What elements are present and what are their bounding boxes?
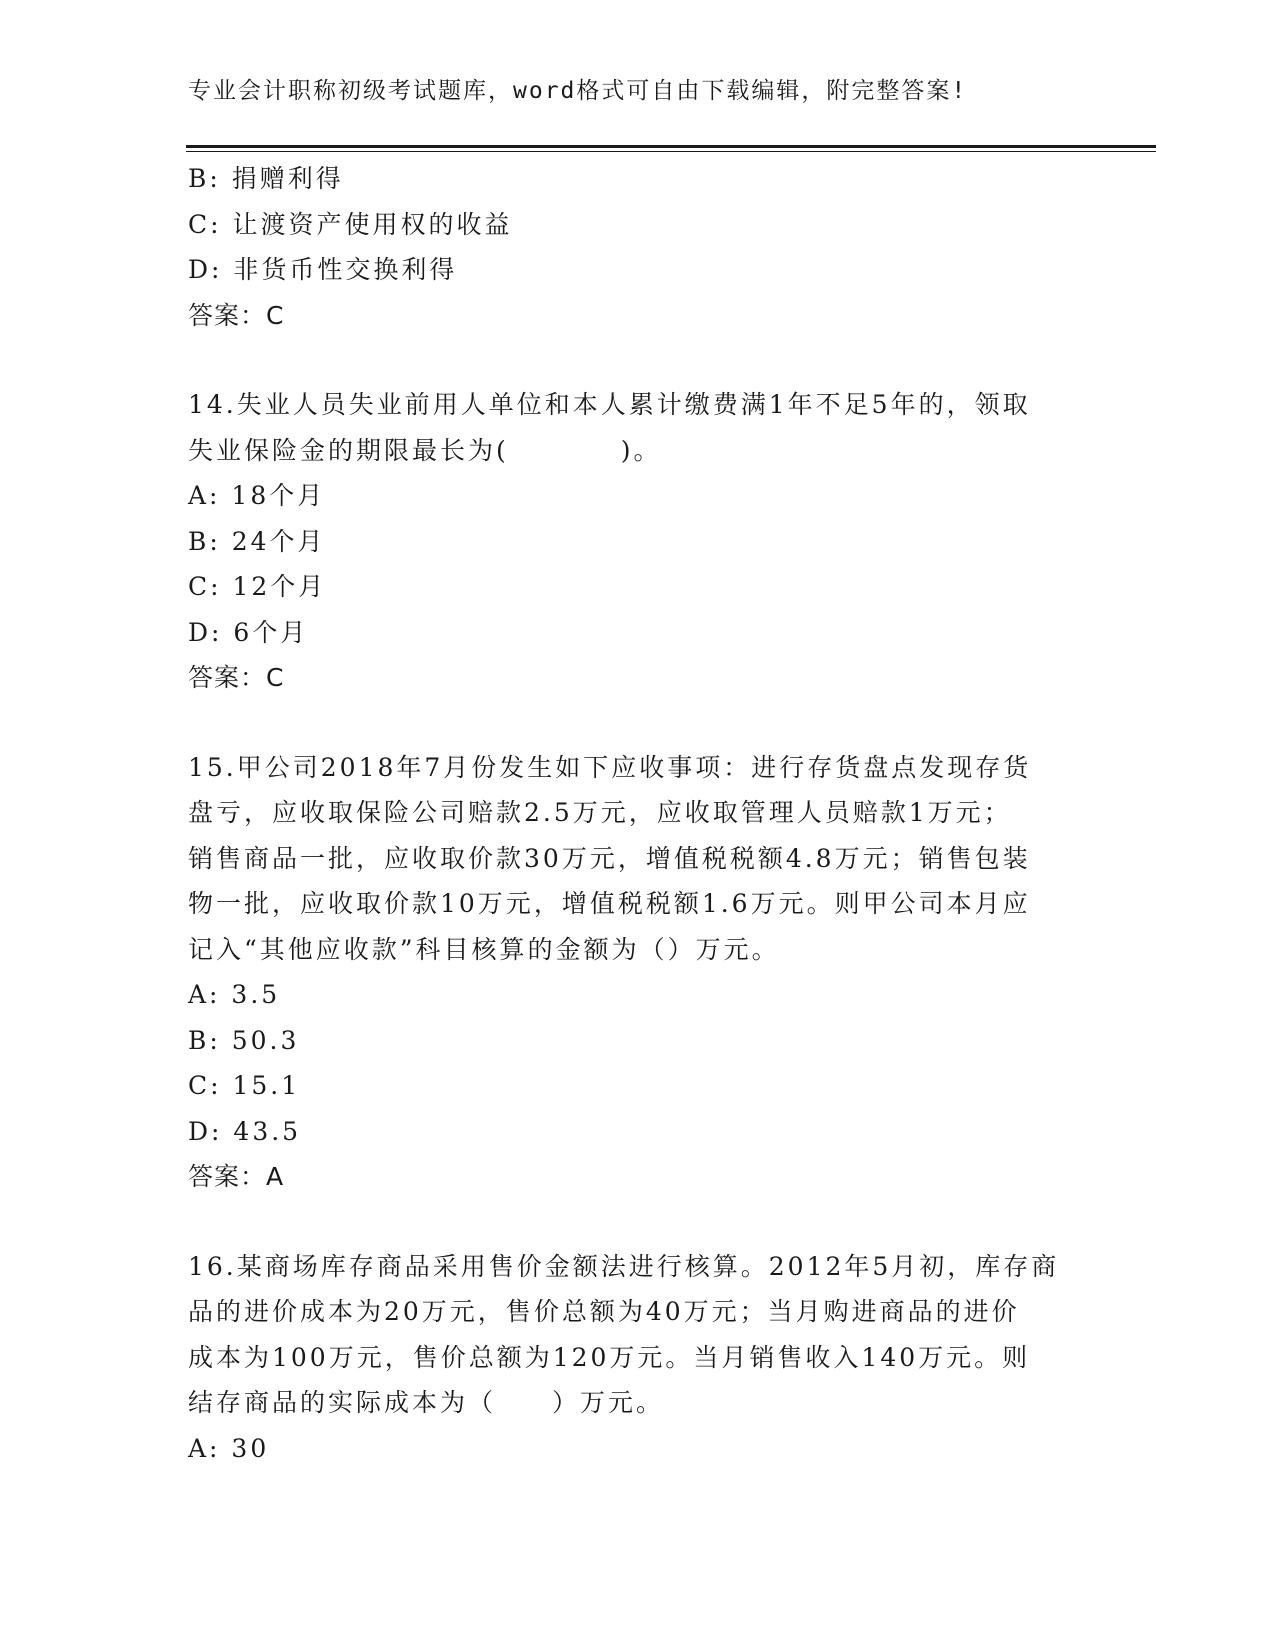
option-d: D: 43.5 [188,1116,302,1146]
option-c: C: 15.1 [188,1071,301,1100]
option-d: D: 6个月 [188,617,309,647]
option-a: A: 3.5 [188,980,281,1009]
question-stem-line: 记入“其他应收款”科目核算的金额为（）万元。 [188,934,780,964]
question-content [188,156,1088,1471]
option-c: C: 12个月 [188,572,327,601]
question-stem-line: 销售商品一批，应收取价款30万元，增值税税额4.8万元；销售包装 [188,843,1031,873]
answer: 答案：C [188,300,285,330]
option-b: B: 24个月 [188,526,326,556]
question-15 [188,745,1088,1200]
option-a: A: 18个月 [188,481,326,510]
question-stem-line: 15.甲公司2018年7月份发生如下应收事项：进行存货盘点发现存货 [188,752,1032,782]
question-stem-line: 结存商品的实际成本为（ ）万元。 [188,1388,665,1417]
question-14 [188,382,1088,701]
question-stem-line: 品的进价成本为20万元，售价总额为40万元；当月购进商品的进价 [188,1297,1020,1326]
question-stem-line: 盘亏，应收取保险公司赔款2.5万元，应收取管理人员赔款1万元； [188,798,1012,827]
answer: 答案：A [188,1162,285,1191]
question-stem-line: 14.失业人员失业前用人单位和本人累计缴费满1年不足5年的，领取 [188,390,1031,419]
question-16 [188,1244,1088,1472]
answer: 答案：C [188,663,285,692]
option-b: B: 捐赠利得 [188,164,344,193]
option-c: C: 让渡资产使用权的收益 [188,209,513,239]
header-divider-thick [186,145,1156,148]
question-stem-line: 16.某商场库存商品采用售价金额法进行核算。2012年5月初，库存商 [188,1251,1060,1281]
question-stem-line: 物一批，应收取价款10万元，增值税税额1.6万元。则甲公司本月应 [188,889,1031,918]
question-13 [188,156,1088,338]
document-header: 专业会计职称初级考试题库，word格式可自由下载编辑，附完整答案! [188,78,968,104]
option-d: D: 非货币性交换利得 [188,255,458,284]
header-divider-thin [186,151,1156,152]
question-stem-line: 失业保险金的期限最长为( )。 [188,435,662,465]
question-stem-line: 成本为100万元，售价总额为120万元。当月销售收入140万元。则 [188,1342,1031,1372]
option-b: B: 50.3 [188,1025,300,1055]
option-a: A: 30 [188,1433,270,1463]
